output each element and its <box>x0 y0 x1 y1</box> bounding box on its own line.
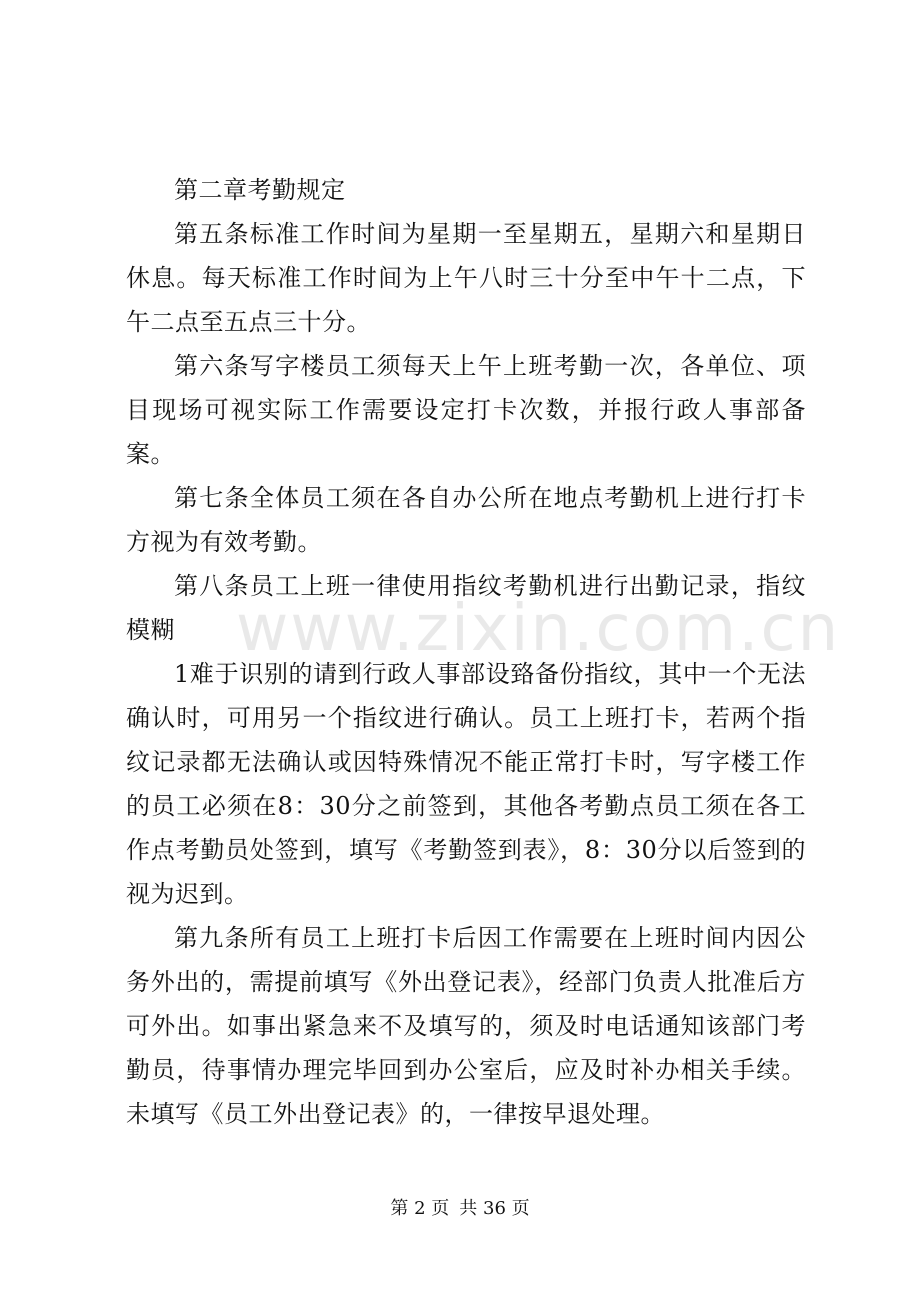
document-body <box>126 168 806 1136</box>
page-footer <box>0 1197 920 1221</box>
chapter-heading: 第二章考勤规定 <box>174 176 346 204</box>
page-number: 第 2 页 <box>390 1198 450 1219</box>
article-7: 第七条全体员工须在各自办公所在地点考勤机上进行打卡方视为有效考勤。 <box>126 484 806 556</box>
article-9: 第九条所有员工上班打卡后因工作需要在上班时间内因公务外出的，需提前填写《外出登记表》，经部门负责人批准后方可外出。如事出紧急来不及填写的，须及时电话通知该部门考勤员，待事情办理完毕回到办公室后，应及时补办相关手续。未填写《员工外出登记表》的，一律按早退处理。 <box>126 924 806 1128</box>
article-8: 第八条员工上班一律使用指纹考勤机进行出勤记录，指纹模糊 <box>126 572 806 644</box>
article-6: 第六条写字楼员工须每天上午上班考勤一次，各单位、项目现场可视实际工作需要设定打卡次数，并报行政人事部备案。 <box>126 352 806 468</box>
article-5: 第五条标准工作时间为星期一至星期五，星期六和星期日休息。每天标准工作时间为上午八时三十分至中午十二点，下午二点至五点三十分。 <box>126 220 806 336</box>
page-total: 共 36 页 <box>459 1198 530 1219</box>
watermark: www.zixin.com.cn <box>236 592 841 666</box>
article-8-continued: 1难于识别的请到行政人事部设臵备份指纹，其中一个无法确认时，可用另一个指纹进行确认。员工上班打卡，若两个指纹记录都无法确认或因特殊情况不能正常打卡时，写字楼工作的员工必须在8：30分之前签到，其他各考勤点员工须在各工作点考勤员处签到，填写《考勤签到表》，8：30分以后签到的视为迟到。 <box>126 660 806 908</box>
